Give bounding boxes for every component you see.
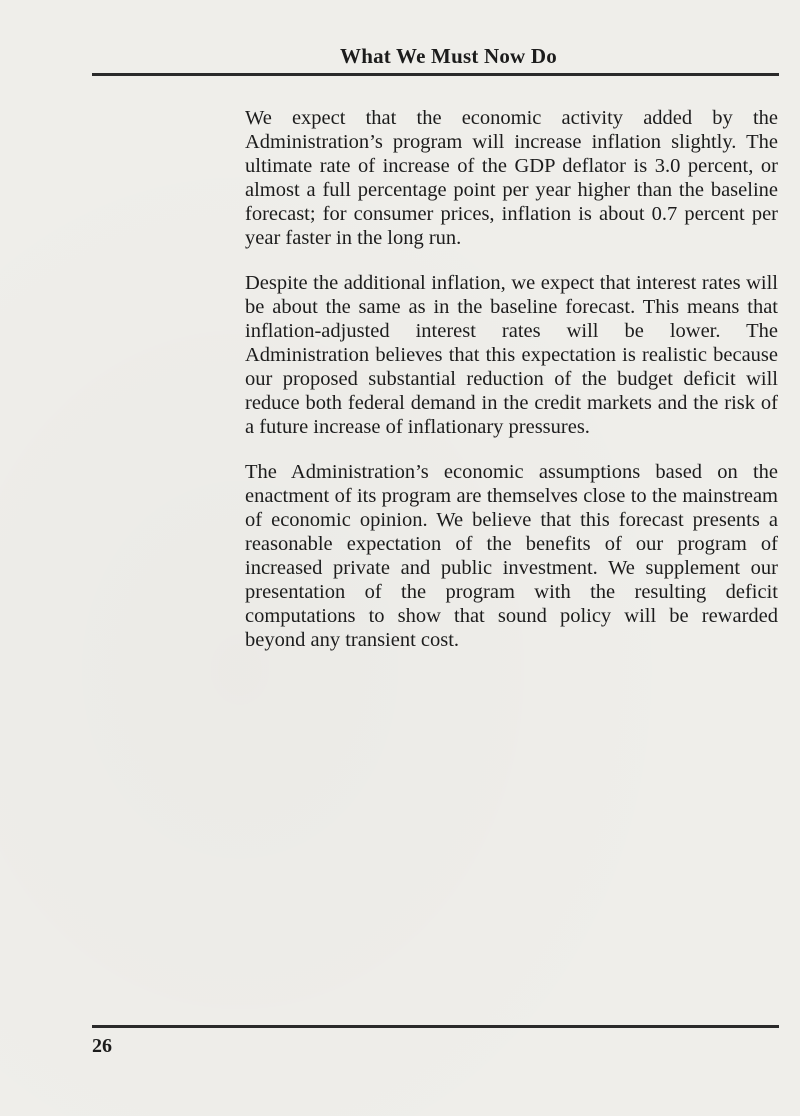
top-rule	[92, 73, 779, 76]
bottom-rule	[92, 1025, 779, 1028]
paragraph-inflation: We expect that the economic activity added by the Administration’s program will increase inflation slightly. The ultimate rate of increase of the GDP deflator is 3.0 percent, or almost a full percentage point per year higher than the baseline forecast; for consumer prices, inflation is about 0.7 percent per year faster in the long run.	[245, 107, 778, 249]
page-number: 26	[92, 1035, 112, 1057]
paragraph-interest-rates: Despite the additional inflation, we expect that interest rates will be about the same as in the baseline forecast. This means that inflation-adjusted interest rates will be lower. The Administration believes that this expectation is realistic because our proposed substantial reduction of the budget deficit will reduce both federal demand in the credit markets and the risk of a future increase of inflationary pressures.	[245, 272, 778, 438]
paragraph-economic-assumptions: The Administration’s economic assumptions based on the enactment of its program are themselves close to the mainstream of economic opinion. We believe that this forecast presents a reasonable expectation of the benefits of our program of increased private and public investment. We supplement our presentation of the program with the resulting deficit computations to show that sound policy will be rewarded beyond any transient cost.	[245, 461, 778, 651]
running-head-title: What We Must Now Do	[340, 44, 557, 68]
body-text	[245, 106, 778, 673]
